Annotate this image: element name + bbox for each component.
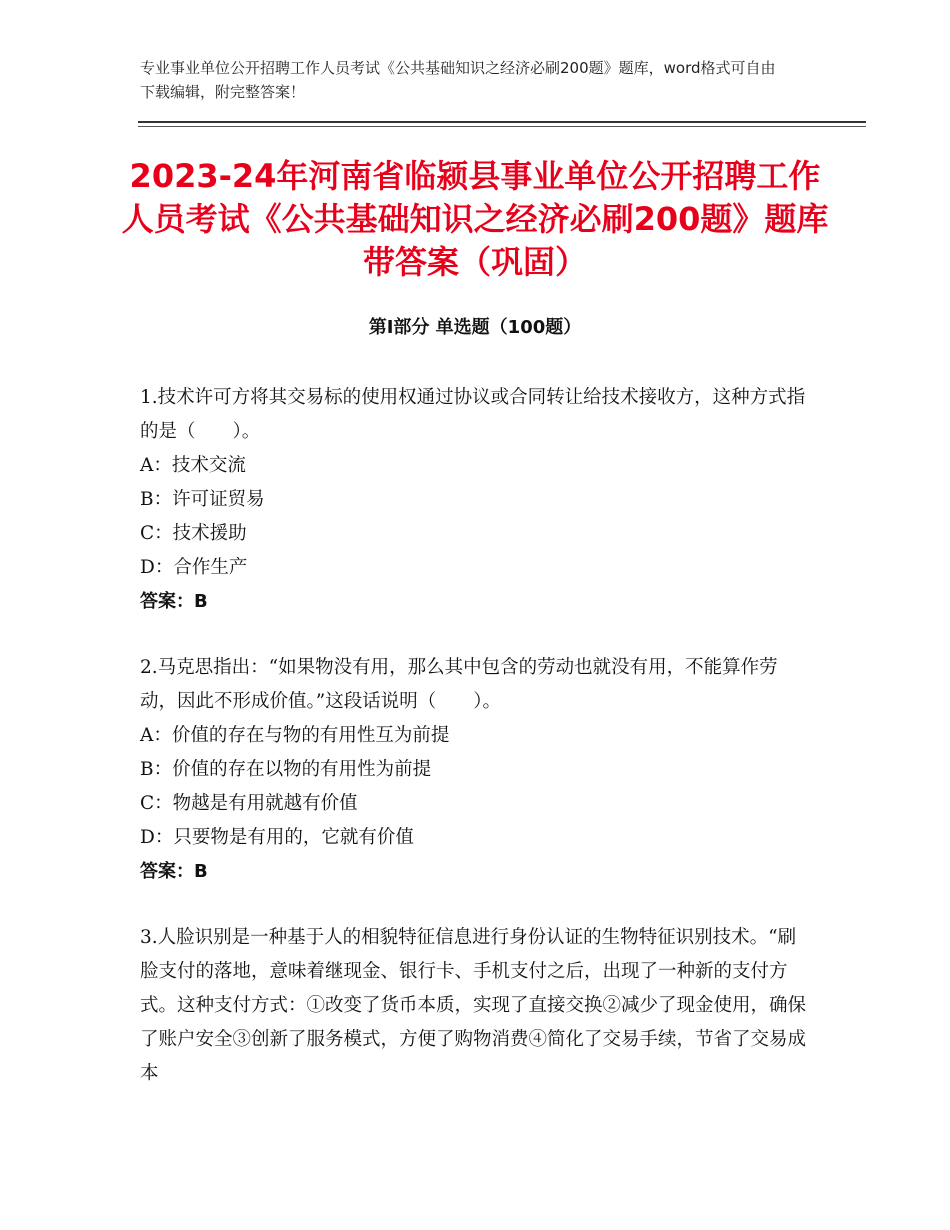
option-a: A：技术交流 [140,455,246,476]
question-2 [140,651,810,889]
document-title: 2023-24年河南省临颍县事业单位公开招聘工作人员考试《公共基础知识之经济必刷200题》题库带答案（巩固） [121,157,829,281]
option-d: D：合作生产 [140,557,248,578]
question-1 [140,381,810,619]
header-divider-thin [138,126,866,127]
answer: 答案：B [140,861,208,882]
question-stem: 2.马克思指出：“如果物没有用，那么其中包含的劳动也就没有用，不能算作劳动，因此不形成价值。”这段话说明（ ）。 [140,657,778,712]
header-divider-thick [138,121,866,123]
option-c: C：物越是有用就越有价值 [140,793,358,814]
question-list [140,381,810,1123]
question-stem: 3.人脸识别是一种基于人的相貌特征信息进行身份认证的生物特征识别技术。“刷脸支付的落地，意味着继现金、银行卡、手机支付之后，出现了一种新的支付方式。这种支付方式：①改变了货币本质，实现了直接交换②减少了现金使用，确保了账户安全③创新了服务模式，方便了购物消费④简化了交易手续，节省了交易成本 [140,927,807,1084]
option-a: A：价值的存在与物的有用性互为前提 [140,725,450,746]
section-heading: 第I部分 单选题（100题） [368,317,582,338]
option-c: C：技术援助 [140,523,247,544]
question-stem: 1.技术许可方将其交易标的使用权通过协议或合同转让给技术接收方，这种方式指的是（ ）。 [140,387,806,442]
option-d: D：只要物是有用的，它就有价值 [140,827,414,848]
question-3 [140,921,810,1091]
option-b: B：许可证贸易 [140,489,265,510]
answer: 答案：B [140,591,208,612]
option-b: B：价值的存在以物的有用性为前提 [140,759,432,780]
header-note: 专业事业单位公开招聘工作人员考试《公共基础知识之经济必刷200题》题库，word格式可自由下载编辑，附完整答案！ [140,59,776,101]
